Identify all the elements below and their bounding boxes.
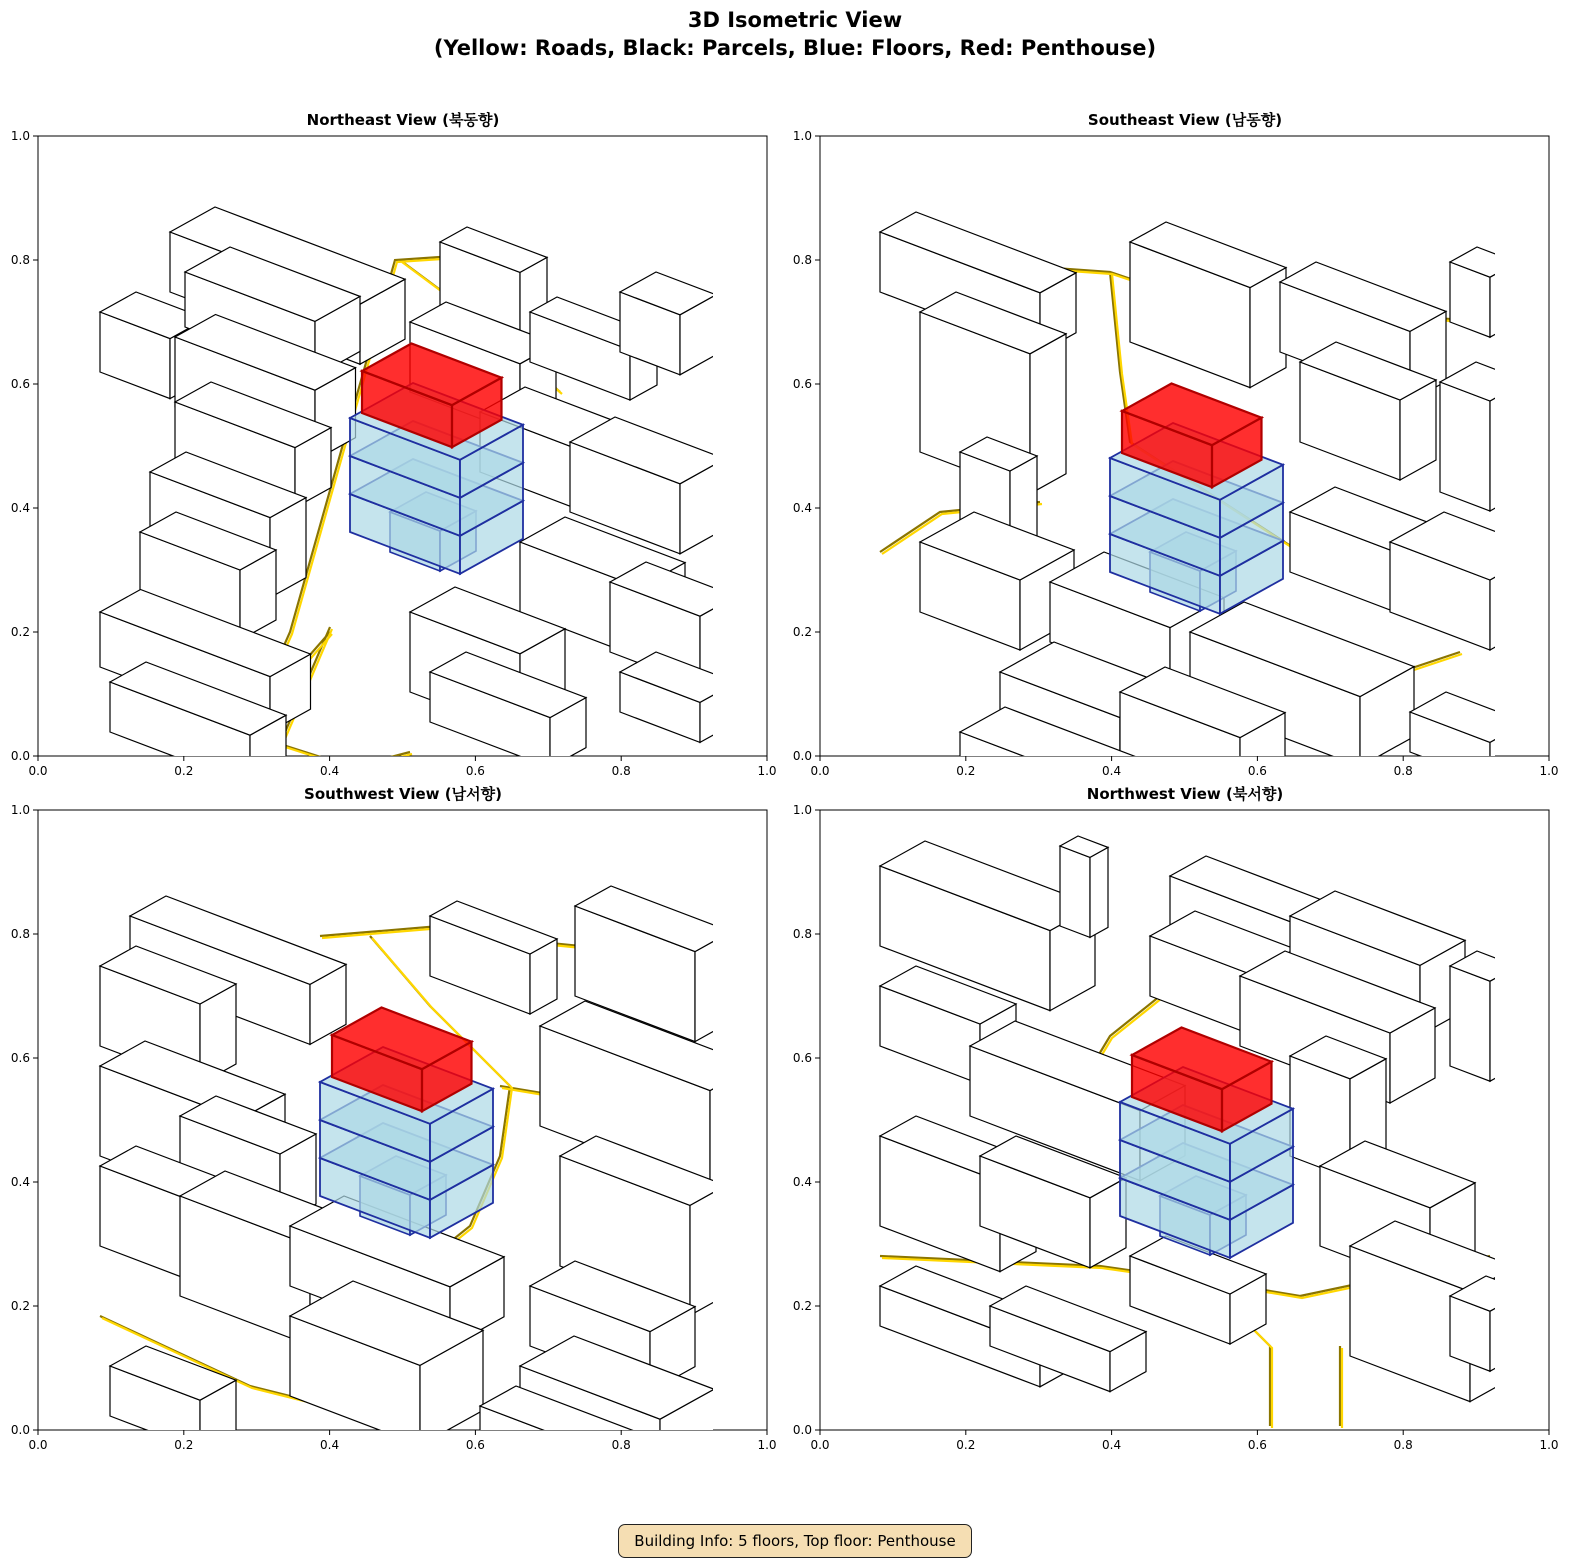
x-tick-label: 0.6 xyxy=(1247,1438,1267,1452)
x-tick-label: 0.0 xyxy=(28,764,48,778)
parcel-building-face xyxy=(640,1447,676,1476)
y-tick-label: 0.4 xyxy=(792,501,812,515)
x-tick-label: 0.0 xyxy=(810,1438,830,1452)
panel-southeast xyxy=(782,112,1562,802)
x-tick-label: 0.4 xyxy=(1102,764,1122,778)
y-tick-label: 0.8 xyxy=(792,927,812,941)
y-tick-label: 0.2 xyxy=(10,625,30,639)
x-tick-label: 0.4 xyxy=(1102,1438,1122,1452)
panel-plot xyxy=(782,112,1562,802)
panel-southwest xyxy=(0,786,780,1476)
x-tick-label: 1.0 xyxy=(1539,1438,1559,1452)
x-tick-label: 0.0 xyxy=(28,1438,48,1452)
figure-title xyxy=(0,6,1590,62)
x-tick-label: 1.0 xyxy=(1539,764,1559,778)
parcel-building-face xyxy=(1090,847,1108,937)
y-tick-label: 0.0 xyxy=(792,749,812,763)
parcel-building-face xyxy=(1440,382,1490,511)
y-tick-label: 0.4 xyxy=(792,1175,812,1189)
y-tick-label: 0.6 xyxy=(792,377,812,391)
panel-plot xyxy=(0,786,780,1476)
x-tick-label: 0.6 xyxy=(465,764,485,778)
x-tick-label: 0.6 xyxy=(465,1438,485,1452)
y-tick-label: 1.0 xyxy=(10,803,30,817)
y-tick-label: 0.2 xyxy=(10,1299,30,1313)
x-tick-label: 1.0 xyxy=(757,1438,777,1452)
parcel-building-face xyxy=(1060,846,1090,937)
y-tick-label: 0.8 xyxy=(10,927,30,941)
x-tick-label: 0.8 xyxy=(1393,1438,1413,1452)
panel-northeast xyxy=(0,112,780,802)
panel-title: Northeast View (북동향) xyxy=(306,111,500,129)
y-tick-label: 0.2 xyxy=(792,1299,812,1313)
x-tick-label: 0.2 xyxy=(174,764,194,778)
panel-title: Southeast View (남동향) xyxy=(1087,111,1283,129)
panel-title: Northwest View (북서향) xyxy=(1086,785,1284,803)
y-tick-label: 0.8 xyxy=(10,253,30,267)
y-tick-label: 0.4 xyxy=(10,501,30,515)
y-tick-label: 0.6 xyxy=(10,377,30,391)
y-tick-label: 0.2 xyxy=(792,625,812,639)
x-tick-label: 0.4 xyxy=(320,764,340,778)
y-tick-label: 0.0 xyxy=(10,749,30,763)
parcel-building-face xyxy=(1450,966,1490,1081)
x-tick-label: 0.4 xyxy=(320,1438,340,1452)
y-tick-label: 0.6 xyxy=(792,1051,812,1065)
x-tick-label: 0.0 xyxy=(810,764,830,778)
x-tick-label: 0.6 xyxy=(1247,764,1267,778)
x-tick-label: 0.8 xyxy=(611,764,631,778)
y-tick-label: 1.0 xyxy=(10,129,30,143)
panel-northwest xyxy=(782,786,1562,1476)
x-tick-label: 0.2 xyxy=(956,764,976,778)
y-tick-label: 0.6 xyxy=(10,1051,30,1065)
x-tick-label: 0.8 xyxy=(611,1438,631,1452)
x-tick-label: 1.0 xyxy=(757,764,777,778)
panel-plot xyxy=(0,112,780,802)
y-tick-label: 0.0 xyxy=(10,1423,30,1437)
figure-title-line1: 3D Isometric View xyxy=(687,8,903,32)
x-tick-label: 0.2 xyxy=(174,1438,194,1452)
panel-title: Southwest View (남서향) xyxy=(304,785,502,803)
y-tick-label: 0.8 xyxy=(792,253,812,267)
panel-plot xyxy=(782,786,1562,1476)
x-tick-label: 0.2 xyxy=(956,1438,976,1452)
y-tick-label: 0.4 xyxy=(10,1175,30,1189)
figure-title-line2: (Yellow: Roads, Black: Parcels, Blue: Floors, Red: Penthouse) xyxy=(433,36,1157,60)
building-info-box: Building Info: 5 floors, Top floor: Penthouse xyxy=(618,1524,972,1558)
y-tick-label: 1.0 xyxy=(792,803,812,817)
x-tick-label: 0.8 xyxy=(1393,764,1413,778)
y-tick-label: 0.0 xyxy=(792,1423,812,1437)
y-tick-label: 1.0 xyxy=(792,129,812,143)
